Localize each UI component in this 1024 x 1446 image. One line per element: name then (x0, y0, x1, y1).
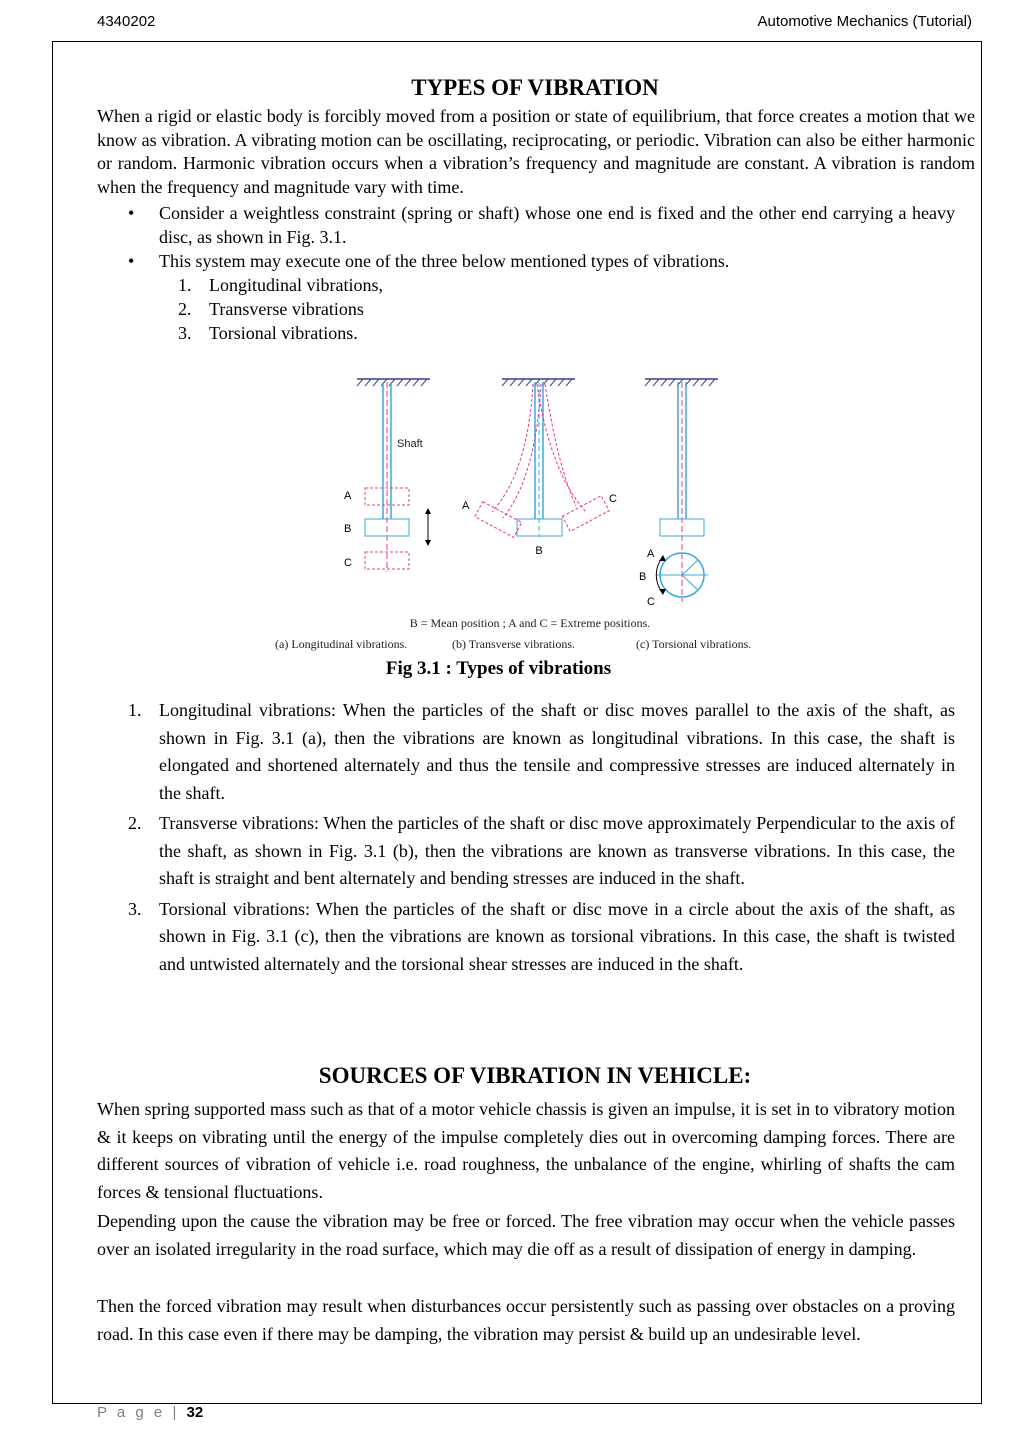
list-item: 2. Transverse vibrations (178, 299, 364, 319)
list-item: 1. Longitudinal vibrations, (178, 275, 383, 295)
transverse-diagram (462, 379, 617, 557)
bullet-text: Consider a weightless constraint (spring or shaft) whose one end is fixed and the other end carrying a heavy disc, as shown in Fig. 3.1. (159, 203, 955, 247)
sources-paragraph: Depending upon the cause the vibration may be free or forced. The free vibration may occur when the vehicle passes over an isolated irregularity in the road surface, which may die off as a result of dissipation of energy in damping. (97, 1211, 955, 1259)
subcaption-c: (c) Torsional vibrations. (636, 637, 752, 651)
svg-text:C: C (344, 557, 352, 569)
svg-text:A: A (647, 548, 655, 560)
svg-text:B: B (344, 523, 352, 535)
bullet-item (97, 201, 955, 249)
svg-text:C: C (609, 493, 617, 505)
subcaption-b: (b) Transverse vibrations. (452, 637, 575, 651)
svg-text:B: B (639, 571, 647, 583)
document-title: Automotive Mechanics (Tutorial) (757, 13, 972, 30)
page-number: 32 (186, 1404, 204, 1421)
intro-paragraph: When a rigid or elastic body is forcibly moved from a position or state of equilibrium, that force creates a motion that we know as vibration. A vibrating motion can be oscillating, reciprocating, or periodic. Vibration can also be either harmonic or random. Harmonic vibration occurs when a vibration’s frequency and magnitude are constant. A vibration is random when the frequency and magnitude vary with time. (97, 106, 975, 197)
page-footer: P a g e | 32 (97, 1404, 204, 1421)
subcaption-a: (a) Longitudinal vibrations. (275, 637, 408, 651)
longitudinal-diagram (344, 379, 431, 572)
bullet-icon: • (128, 251, 135, 271)
vibration-types-list (178, 273, 383, 345)
list-item: 3. Torsional vibrations. (178, 323, 358, 343)
svg-text:A: A (344, 490, 352, 502)
sources-paragraph: When spring supported mass such as that of a motor vehicle chassis is given an impulse, it is set in to vibratory motion & it keeps on vibrating until the energy of the impulse completely dies out in overcoming damping forces. There are different sources of vibration of vehicle i.e. road roughness, the unbalance of the engine, whirling of shafts the cam forces & tensional fluctuations. (97, 1099, 955, 1202)
svg-text:C: C (647, 596, 655, 608)
figure-legend: B = Mean position ; A and C = Extreme positions. (409, 616, 651, 630)
section-title-types: TYPES OF VIBRATION (411, 75, 659, 100)
svg-text:A: A (462, 500, 470, 512)
vibration-types-descriptions (97, 697, 955, 981)
vibration-types-figure (270, 362, 790, 657)
bullet-icon: • (128, 203, 135, 223)
bullet-item (97, 249, 955, 273)
list-item: 2. Transverse vibrations: When the particles of the shaft or disc move approximately Perpendicular to the axis of the shaft, as shown in Fig. 3.1 (b), then the vibrations are known as transverse vibrations. In this case, the shaft is straight and bent alternately and bending stresses are induced in the shaft. (128, 813, 955, 888)
list-item: 1. Longitudinal vibrations: When the particles of the shaft or disc moves parallel to the axis of the shaft, as shown in Fig. 3.1 (a), then the vibrations are known as longitudinal vibrations. In this case, the shaft is elongated and shortened alternately and thus the tensile and compressive stresses are induced alternately in the shaft. (128, 700, 955, 803)
shaft-label: Shaft (397, 438, 423, 450)
torsional-diagram (639, 379, 718, 608)
figure-caption: Fig 3.1 : Types of vibrations (385, 658, 612, 679)
bullet-list (97, 201, 955, 273)
sources-paragraph: Then the forced vibration may result when disturbances occur persistently such as passing over obstacles on a proving road. In this case even if there may be damping, the vibration may persist & build up an undesirable level. (97, 1296, 955, 1344)
list-item: 3. Torsional vibrations: When the particles of the shaft or disc move in a circle about the axis of the shaft, as shown in Fig. 3.1 (c), then the vibrations are known as torsional vibrations. In this case, the shaft is twisted and untwisted alternately and the torsional shear stresses are induced in the shaft. (128, 898, 955, 974)
section-title-sources: SOURCES OF VIBRATION IN VEHICLE: (318, 1063, 752, 1088)
document-number: 4340202 (97, 13, 156, 30)
bullet-text: This system may execute one of the three below mentioned types of vibrations. (159, 251, 730, 271)
svg-text:B: B (535, 545, 543, 557)
